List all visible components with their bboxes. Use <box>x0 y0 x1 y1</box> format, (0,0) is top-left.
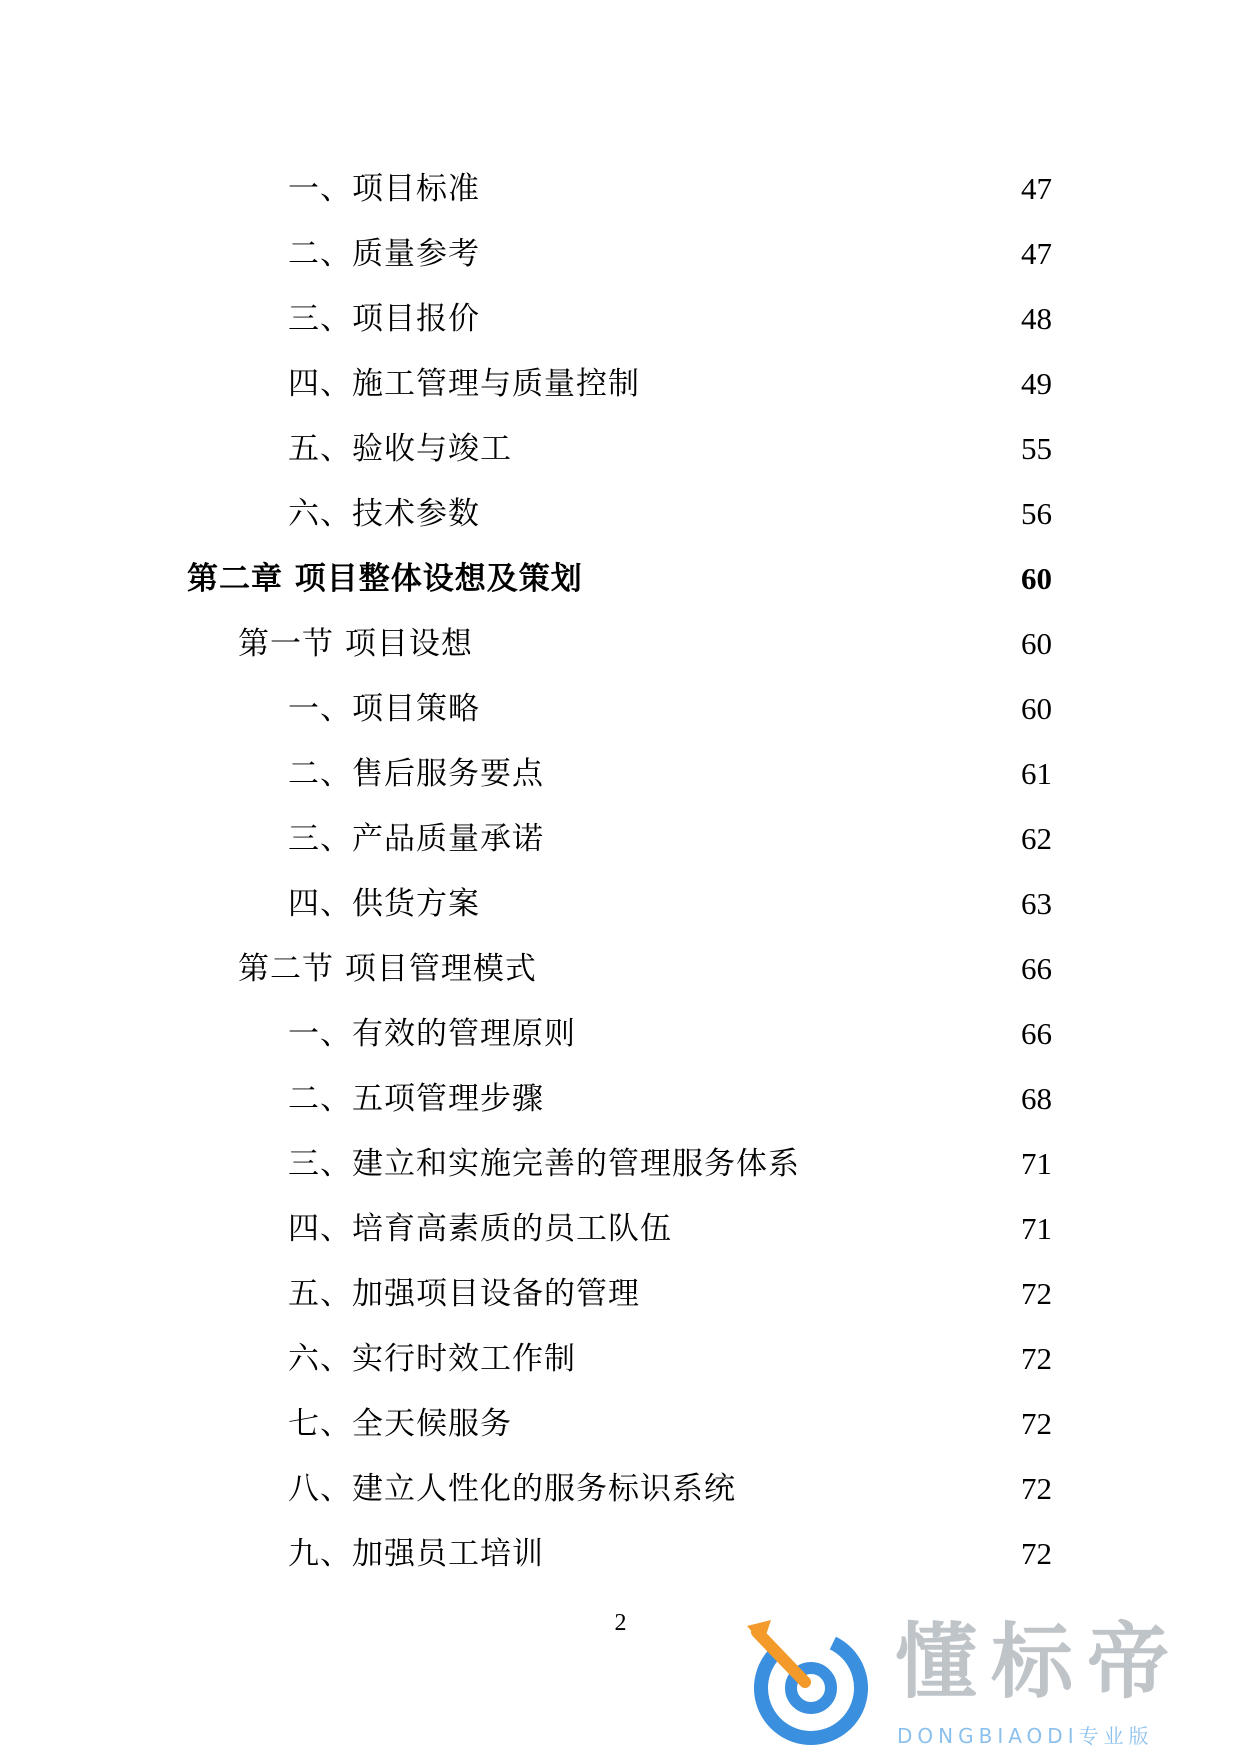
toc-entry-label: 二、质量参考 <box>288 236 480 272</box>
toc-entry-label: 二、售后服务要点 <box>288 756 544 792</box>
toc-entry-label: 四、供货方案 <box>288 886 480 922</box>
toc-entry-page: 62 <box>1021 821 1052 856</box>
toc-entry-label: 六、技术参数 <box>288 496 480 532</box>
toc-entry-page: 71 <box>1021 1146 1052 1181</box>
toc-entry[interactable] <box>0 1334 1241 1384</box>
toc-entry-page: 47 <box>1021 171 1052 206</box>
toc-entry-page: 66 <box>1021 1016 1052 1051</box>
toc-entry-page: 55 <box>1021 431 1052 466</box>
toc-entry-page: 60 <box>1021 626 1052 661</box>
toc-entry-page: 72 <box>1021 1406 1052 1441</box>
toc-entry-label: 第二节 项目管理模式 <box>238 951 537 987</box>
toc-entry-page: 56 <box>1021 496 1052 531</box>
toc-entry[interactable] <box>0 1269 1241 1319</box>
toc-entry-page: 63 <box>1021 886 1052 921</box>
toc-entry-page: 72 <box>1021 1471 1052 1506</box>
watermark <box>745 1615 1215 1748</box>
toc-entry-page: 72 <box>1021 1536 1052 1571</box>
toc-entry[interactable] <box>0 1009 1241 1059</box>
toc-entry-label: 一、有效的管理原则 <box>288 1016 576 1052</box>
toc-entry[interactable] <box>0 359 1241 409</box>
page-number: 2 <box>614 1610 627 1636</box>
toc-entry[interactable] <box>0 489 1241 539</box>
toc-entry-label: 四、培育高素质的员工队伍 <box>288 1211 672 1247</box>
toc-entry-label: 二、五项管理步骤 <box>288 1081 544 1117</box>
toc-entry-page: 47 <box>1021 236 1052 271</box>
toc-entry-label: 四、施工管理与质量控制 <box>288 366 640 402</box>
toc-entry[interactable] <box>0 1529 1241 1579</box>
toc-entry[interactable] <box>0 814 1241 864</box>
toc-section-entry[interactable] <box>0 944 1241 994</box>
watermark-subtitle: DONGBIAODI专业版 <box>897 1724 1154 1748</box>
toc-entry[interactable] <box>0 164 1241 214</box>
toc-entry-label: 八、建立人性化的服务标识系统 <box>288 1471 736 1507</box>
toc-entry[interactable] <box>0 294 1241 344</box>
toc-entry-page: 71 <box>1021 1211 1052 1246</box>
target-logo-icon <box>745 1618 875 1748</box>
toc-entry-label: 三、建立和实施完善的管理服务体系 <box>288 1146 800 1182</box>
toc-entry-page: 61 <box>1021 756 1052 791</box>
toc-entry-page: 66 <box>1021 951 1052 986</box>
toc-entry-label: 三、产品质量承诺 <box>288 821 544 857</box>
toc-entry-label: 一、项目标准 <box>288 171 480 207</box>
toc-entry[interactable] <box>0 424 1241 474</box>
toc-entry-label: 九、加强员工培训 <box>288 1536 544 1572</box>
toc-entry-label: 三、项目报价 <box>288 301 480 337</box>
toc-section-entry[interactable] <box>0 619 1241 669</box>
toc-entry-label: 一、项目策略 <box>288 691 480 727</box>
watermark-brand-name: 懂标帝 <box>895 1615 1184 1710</box>
toc-entry[interactable] <box>0 1204 1241 1254</box>
toc-entry[interactable] <box>0 684 1241 734</box>
toc-entry-label: 六、实行时效工作制 <box>288 1341 576 1377</box>
toc-entry-page: 48 <box>1021 301 1052 336</box>
toc-entry[interactable] <box>0 1139 1241 1189</box>
toc-entry-page: 60 <box>1021 561 1052 596</box>
toc-entry[interactable] <box>0 1074 1241 1124</box>
toc-entry[interactable] <box>0 879 1241 929</box>
toc-entry[interactable] <box>0 749 1241 799</box>
toc-entry[interactable] <box>0 229 1241 279</box>
toc-entry-page: 60 <box>1021 691 1052 726</box>
toc-entry-label: 第一节 项目设想 <box>238 626 473 662</box>
toc-chapter-entry[interactable] <box>0 554 1241 604</box>
toc-entry-page: 72 <box>1021 1341 1052 1376</box>
toc-entry-page: 72 <box>1021 1276 1052 1311</box>
toc-entry-label: 五、验收与竣工 <box>288 431 512 467</box>
toc-entry-label: 第二章 项目整体设想及策划 <box>187 561 583 597</box>
toc-entry[interactable] <box>0 1399 1241 1449</box>
toc-entry-label: 七、全天候服务 <box>288 1406 512 1442</box>
toc-entry-page: 49 <box>1021 366 1052 401</box>
toc-entry[interactable] <box>0 1464 1241 1514</box>
toc-entry-page: 68 <box>1021 1081 1052 1116</box>
toc-entry-label: 五、加强项目设备的管理 <box>288 1276 640 1312</box>
